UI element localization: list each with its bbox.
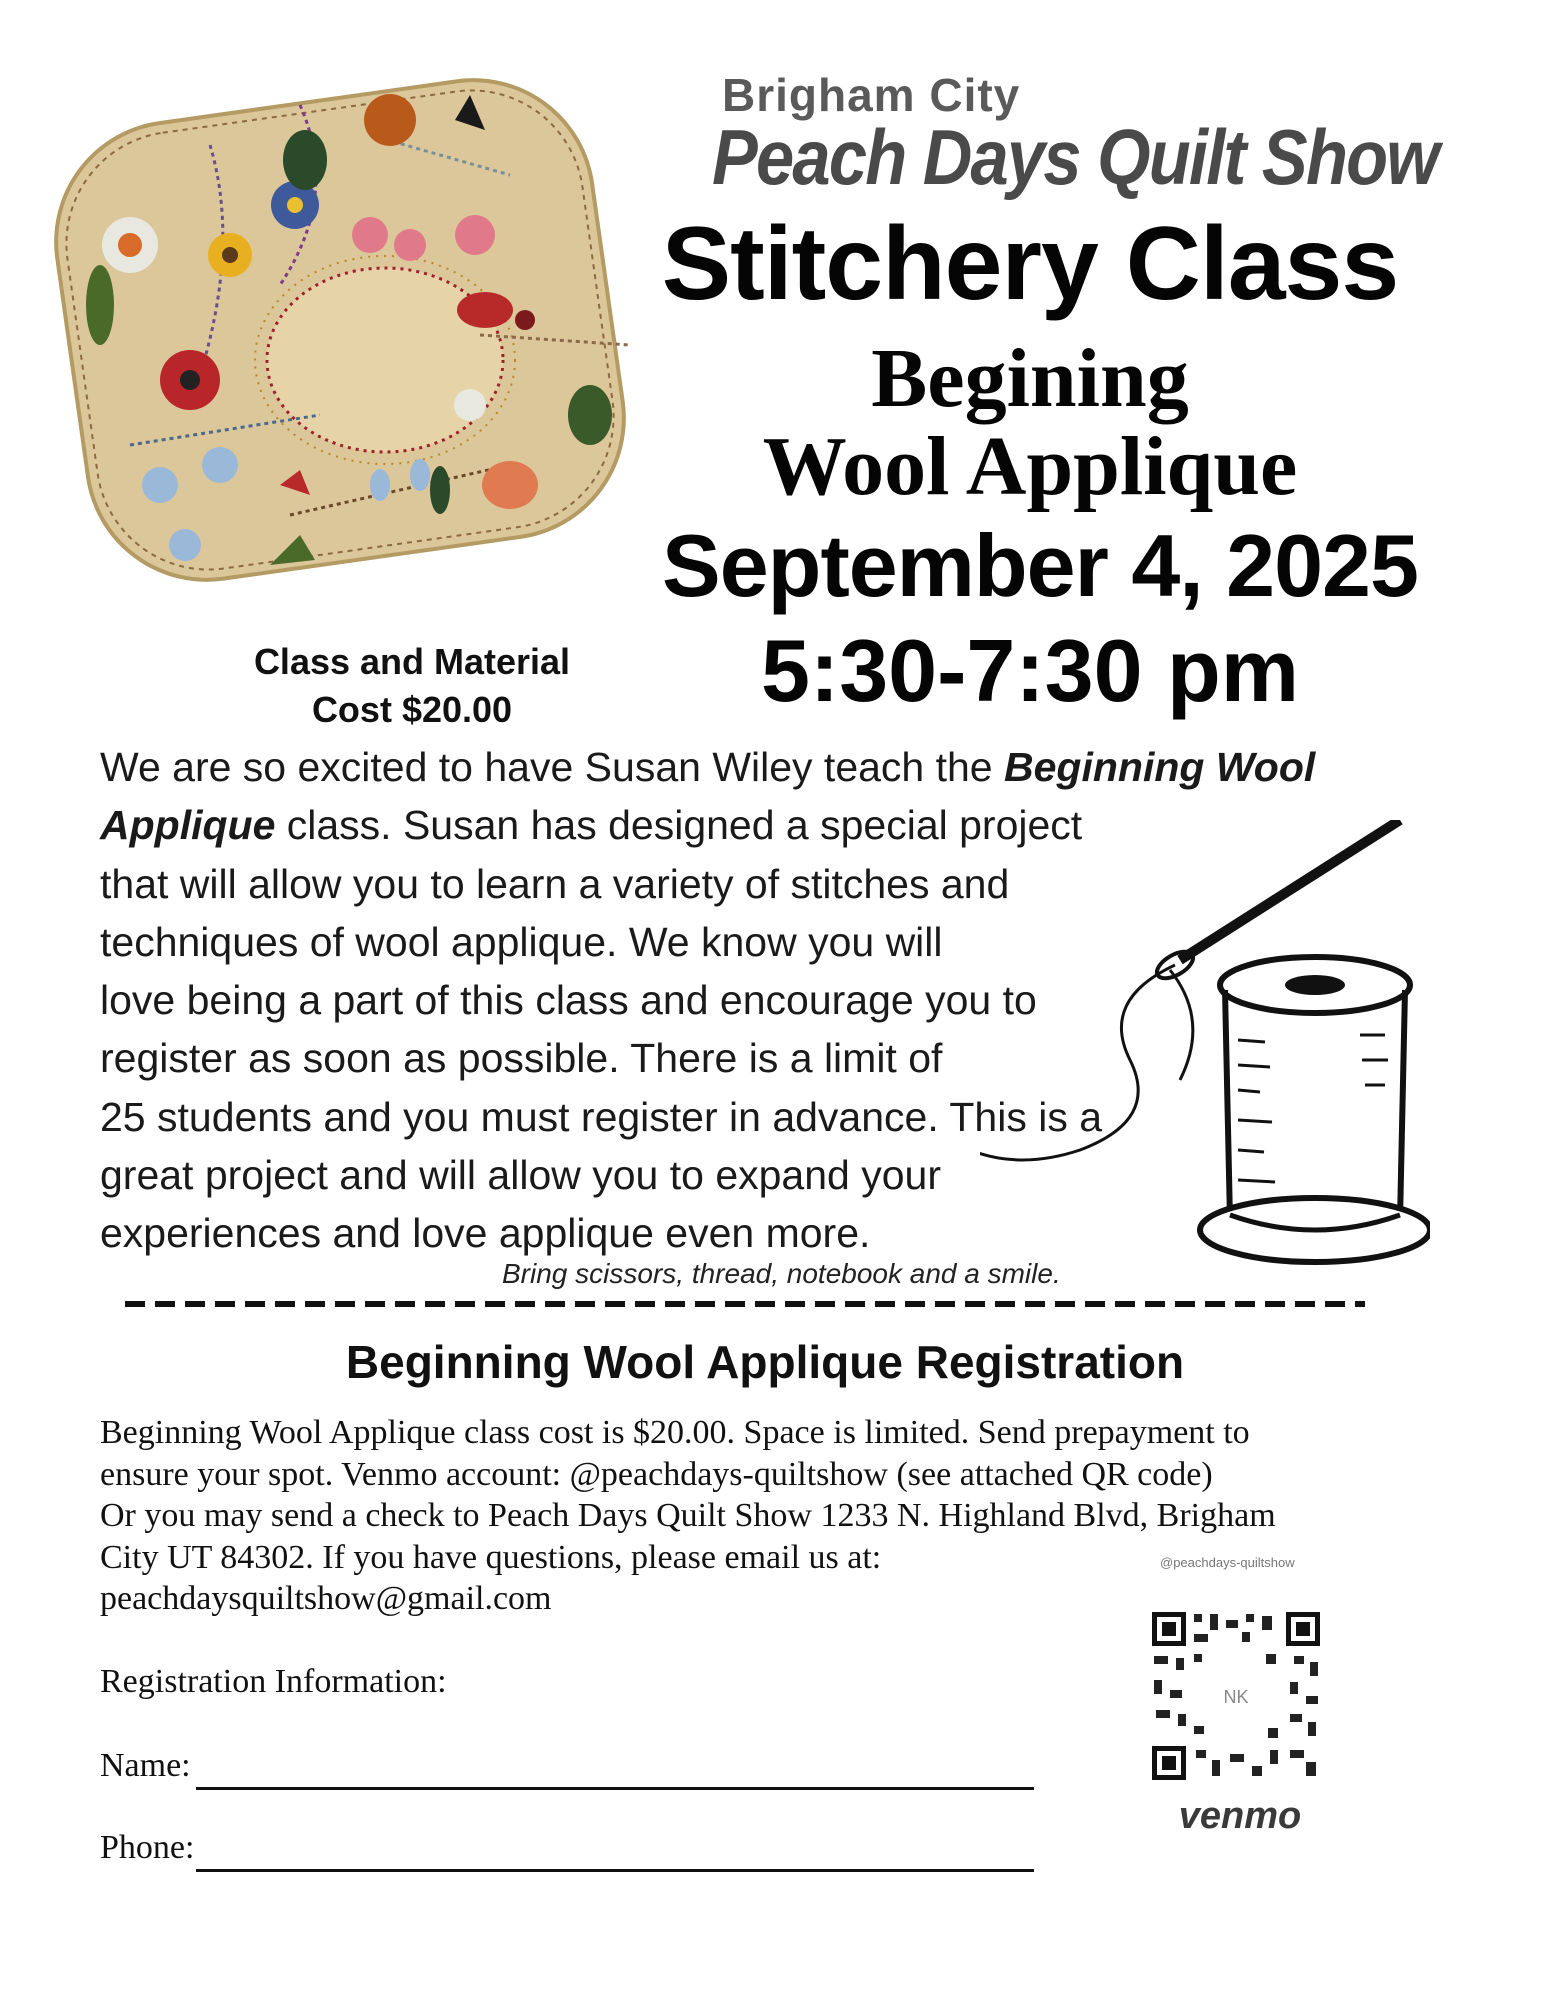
cut-line-divider — [125, 1300, 1365, 1308]
qr-code-icon[interactable] — [1150, 1610, 1322, 1782]
description-line — [100, 738, 1360, 796]
description-line: that will allow you to learn a variety of stitches and — [100, 860, 1010, 907]
venmo-handle: @peachdays-quiltshow — [1160, 1555, 1295, 1570]
supplies-note: Bring scissors, thread, notebook and a smile. — [502, 1258, 1061, 1289]
page-title: Stitchery Class — [661, 206, 1399, 322]
registration-line: City UT 84302. If you have questions, please email us at: — [100, 1538, 882, 1576]
contact-email[interactable]: peachdaysquiltshow@gmail.com — [100, 1580, 552, 1617]
description-line: techniques of wool applique. We know you will — [100, 918, 943, 965]
registration-instructions — [100, 1412, 1410, 1620]
qr-center-text: NK — [1223, 1687, 1249, 1707]
description-line: register as soon as possible. There is a limit of — [100, 1035, 943, 1082]
registration-line: Beginning Wool Applique class cost is $20.00. Space is limited. Send prepayment to — [100, 1414, 1250, 1451]
class-date: September 4, 2025 — [662, 516, 1418, 615]
description-line: experiences and love applique even more. — [100, 1210, 871, 1257]
registration-line: Or you may send a check to Peach Days Quilt Show 1233 N. Highland Blvd, Brigham — [100, 1497, 1276, 1534]
registration-info-label: Registration Information: — [100, 1663, 447, 1700]
registration-line: ensure your spot. Venmo account: @peachdays-quiltshow (see attached QR code) — [100, 1455, 1213, 1493]
class-subtitle-line1: Begining — [871, 332, 1189, 425]
registration-heading: Beginning Wool Applique Registration — [345, 1336, 1185, 1388]
class-time: 5:30-7:30 pm — [760, 621, 1299, 720]
phone-field-label: Phone: — [100, 1829, 195, 1866]
description-text: class. Susan has designed a special project — [275, 802, 1083, 849]
description-emphasis: Beginning Wool — [1004, 744, 1316, 790]
phone-field[interactable] — [196, 1869, 1034, 1872]
venmo-logo-icon: venmo — [1178, 1795, 1302, 1837]
name-field[interactable] — [196, 1787, 1034, 1790]
show-name-heading: Peach Days Quilt Show — [712, 113, 1438, 201]
description-line: great project and will allow you to expand your — [100, 1152, 941, 1199]
description-line: love being a part of this class and encourage you to — [100, 977, 1037, 1024]
thread-spool-needle-icon — [980, 820, 1430, 1280]
name-field-label: Name: — [100, 1747, 191, 1784]
cost-line2: Cost $20.00 — [311, 689, 513, 730]
brigham-city-heading: Brigham City — [722, 69, 1021, 121]
description-text: We are so excited to have Susan Wiley teach the — [100, 744, 1005, 790]
description-line: 25 students and you must register in advance. This is a — [100, 1093, 1103, 1140]
class-subtitle-line2: Wool Applique — [762, 420, 1298, 513]
cost-note — [232, 638, 592, 734]
quilt-applique-icon — [40, 45, 640, 615]
description-emphasis: Applique — [100, 802, 276, 849]
cost-line1: Class and Material — [253, 641, 571, 682]
